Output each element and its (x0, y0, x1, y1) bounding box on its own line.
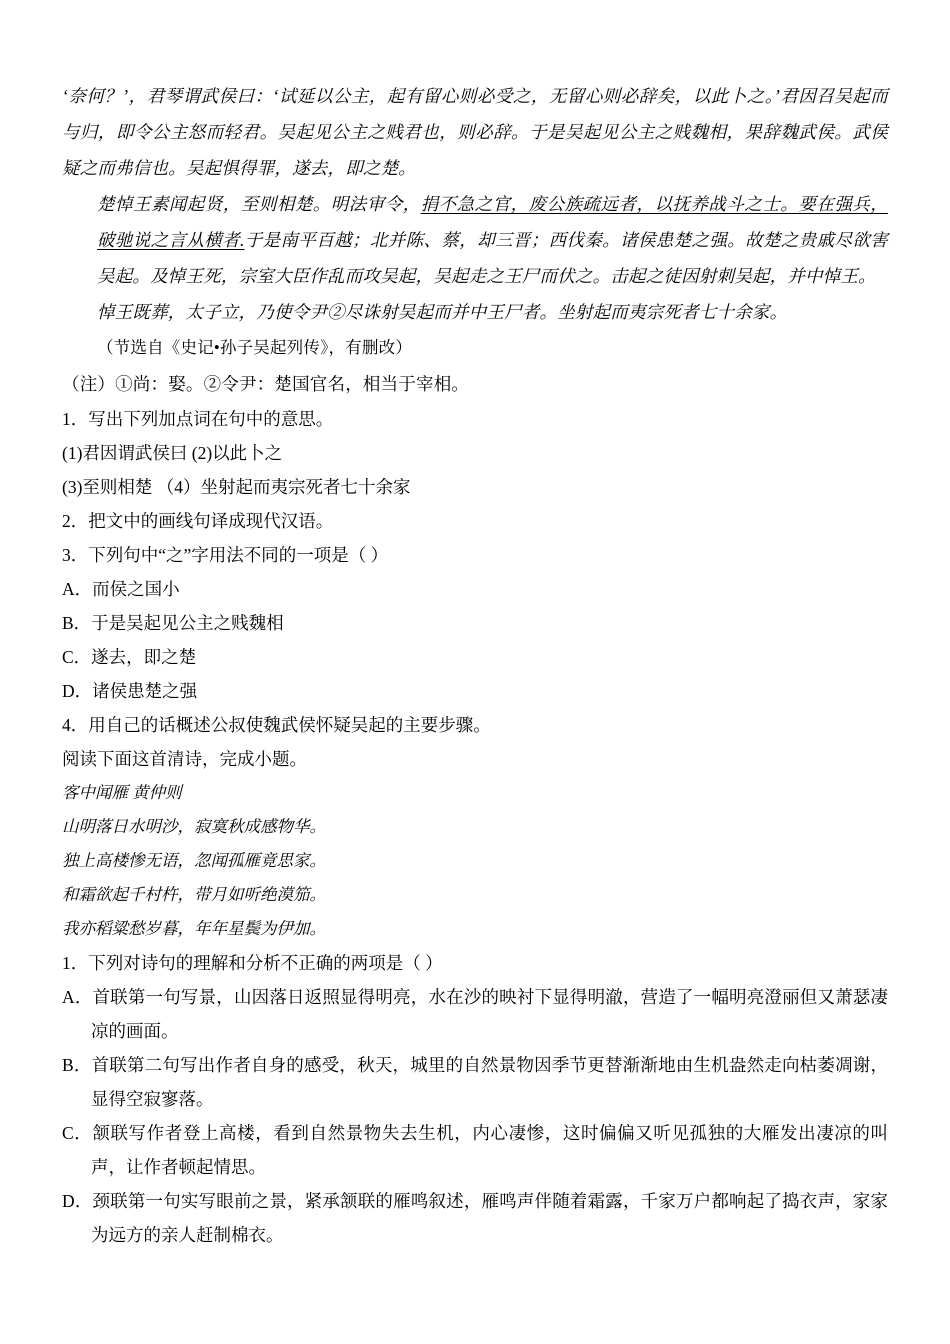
poem-option-c: C．颔联写作者登上高楼，看到自然景物失去生机，内心凄惨，这时偏偏又听见孤独的大雁发出凄凉的叫声，让作者顿起情思。 (62, 1123, 888, 1177)
poem-line-3: 和霜欲起千村杵，带月如听绝漠笳。 (62, 885, 326, 904)
option-a-q3: A．而侯之国小 (62, 579, 180, 599)
classical-paragraph-2-post: 于是南平百越；北并陈、蔡，却三晋；西伐秦。诸侯患楚之强。故楚之贵戚尽欲害吴起。及悼王死，宗室大臣作乱而攻吴起，吴起走之王尸而伏之。击起之徒因射刺吴起，并中悼王。 (97, 230, 888, 286)
question-1-number: 1． (62, 409, 89, 429)
question-1-text: 写出下列加点词在句中的意思。 (88, 409, 334, 429)
poem-question-1: 1．下列对诗句的理解和分析不正确的两项是（ ） (62, 953, 443, 973)
classical-paragraph-2-pre: 楚悼王素闻起贤，至则相楚。明法审令， (97, 194, 421, 214)
classical-paragraph-3: 悼王既葬，太子立，乃使令尹②尽诛射吴起而并中王尸者。坐射起而夷宗死者七十余家。 (97, 302, 788, 322)
question-2 (62, 504, 888, 538)
question-1-items-a: (1)君因谓武侯曰 (2)以此卜之 (62, 443, 283, 463)
classical-paragraph-2-underlined: 捐不急之官，废公族疏远者，以抚养战斗之士。要在强兵，破驰说之言从横者. (97, 194, 888, 250)
classical-paragraph-2 (62, 186, 888, 294)
option-b-q3: B．于是吴起见公主之贱魏相 (62, 613, 284, 633)
poem-line-1: 山明落日水明沙，寂寞秋成感物华。 (62, 817, 326, 836)
question-2-text: 把文中的画线句译成现代汉语。 (88, 511, 334, 531)
classical-paragraph-1: ‘奈何？’，君琴谓武侯曰：‘试延以公主，起有留心则必受之，无留心则必辞矣，以此卜之。’君因召吴起而与归，即令公主怒而轻君。吴起见公主之贱君也，则必辞。于是吴起见公主之贱魏相，果辞魏武侯。武侯疑之而弗信也。吴起惧得罪，遂去，即之楚。 (62, 86, 888, 178)
poem-title: 客中闻雁 黄仲则 (62, 783, 182, 802)
question-1 (62, 402, 888, 436)
poem-option-d: D．颈联第一句实写眼前之景，紧承颔联的雁鸣叙述，雁鸣声伴随着霜露，千家万户都响起了捣衣声，家家为远方的亲人赶制棉衣。 (62, 1191, 888, 1245)
question-3-text: 下列句中“之”字用法不同的一项是（ ） (88, 545, 389, 565)
poem-instruction: 阅读下面这首清诗，完成小题。 (62, 749, 307, 769)
poem-line-2: 独上高楼惨无语，忽闻孤雁竟思家。 (62, 851, 326, 870)
question-2-number: 2． (62, 511, 89, 531)
option-d-q3: D．诸侯患楚之强 (62, 681, 198, 701)
question-4: 4．用自己的话概述公叔使魏武侯怀疑吴起的主要步骤。 (62, 715, 491, 735)
poem-line-4: 我亦稻粱愁岁暮，年年星鬓为伊加。 (62, 919, 326, 938)
poem-option-b: B．首联第二句写出作者自身的感受，秋天，城里的自然景物因季节更替渐渐地由生机盎然走向枯萎凋谢，显得空寂寥落。 (62, 1055, 888, 1109)
poem-option-a: A．首联第一句写景，山因落日返照显得明亮，水在沙的映衬下显得明澈，营造了一幅明亮澄丽但又萧瑟凄凉的画面。 (62, 987, 888, 1041)
question-3-number: 3． (62, 545, 89, 565)
question-1-items-b: (3)至则相楚 （4）坐射起而夷宗死者七十余家 (62, 477, 411, 497)
option-c-q3: C．遂去，即之楚 (62, 647, 197, 667)
passage-source: （节选自《史记•孙子吴起列传》，有删改） (97, 338, 413, 357)
question-3 (62, 538, 888, 572)
passage-notes: （注）①尚：娶。②令尹：楚国官名，相当于宰相。 (62, 374, 470, 394)
